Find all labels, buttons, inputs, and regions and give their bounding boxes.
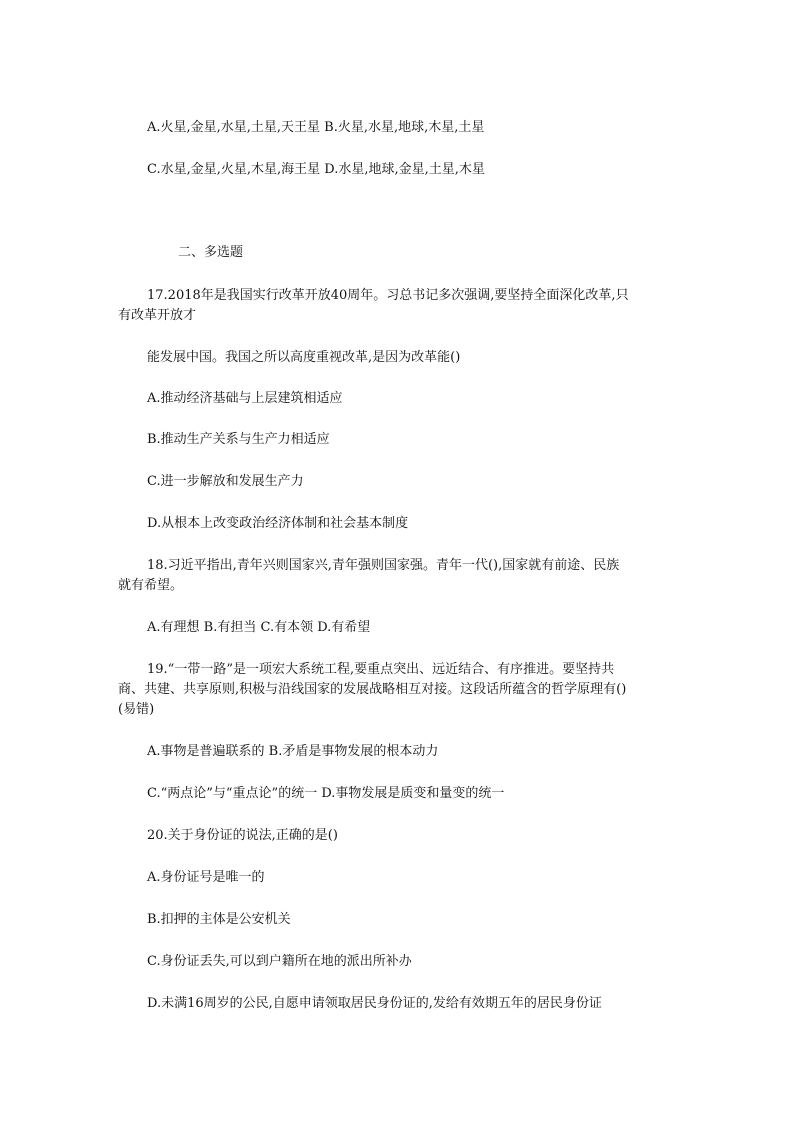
q20-stem: 20.关于身份证的说法,正确的是() [147,828,338,843]
q17-option-a: A.推动经济基础与上层建筑相适应 [147,391,343,406]
section-heading: 二、多选题 [178,245,244,260]
q18-stem-line2: 就有希望。 [118,578,184,593]
q18-stem-line1: 18.习近平指出,青年兴则国家兴,青年强则国家强。青年一代(),国家就有前途、民族 [147,558,620,573]
q19-stem-line3: (易错) [118,702,155,717]
q20-option-d: D.未满16周岁的公民,自愿申请领取居民身份证的,发给有效期五年的居民身份证 [147,996,602,1011]
q17-stem-line1: 17.2018年是我国实行改革开放40周年。习总书记多次强调,要坚持全面深化改革,只 [147,288,629,303]
q17-option-b: B.推动生产关系与生产力相适应 [147,432,330,447]
q20-option-c: C.身份证丢失,可以到户籍所在地的派出所补办 [147,954,412,969]
q16-options-ab: A.火星,金星,水星,土星,天王星 B.火星,水星,地球,木星,土星 [147,120,485,135]
q20-option-a: A.身份证号是唯一的 [147,870,265,885]
q18-options: A.有理想 B.有担当 C.有本领 D.有希望 [147,620,371,635]
q17-option-c: C.进一步解放和发展生产力 [147,474,304,489]
q16-options-cd: C.水星,金星,火星,木星,海王星 D.水星,地球,金星,土星,木星 [147,162,485,177]
q17-stem-line3: 能发展中国。我国之所以高度重视改革,是因为改革能() [147,350,461,365]
q19-options-ab: A.事物是普遍联系的 B.矛盾是事物发展的根本动力 [147,744,439,759]
q17-option-d: D.从根本上改变政治经济体制和社会基本制度 [147,516,409,531]
q20-option-b: B.扣押的主体是公安机关 [147,912,291,927]
q19-stem-line2: 商、共建、共享原则,积极与沿线国家的发展战略相互对接。这段话所蕴含的哲学原理有() [118,682,627,697]
q19-stem-line1: 19.“一带一路”是一项宏大系统工程,要重点突出、远近结合、有序推进。要坚持共 [147,662,615,677]
q19-options-cd: C.“两点论”与“重点论”的统一 D.事物发展是质变和量变的统一 [147,786,505,801]
q17-stem-line2: 有改革开放才 [118,308,197,323]
